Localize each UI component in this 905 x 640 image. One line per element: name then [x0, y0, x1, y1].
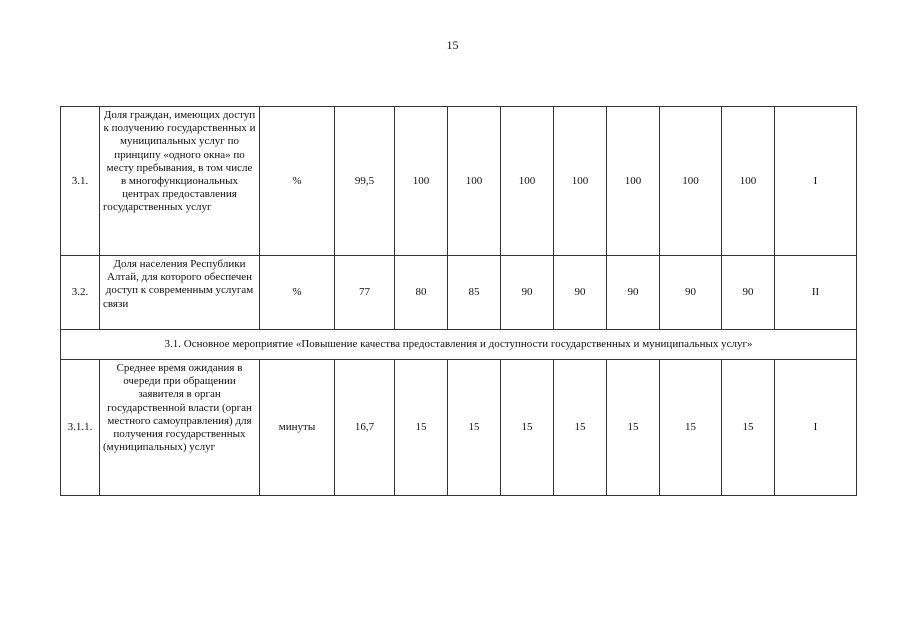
category-cell: II — [775, 256, 857, 330]
value-cell: 15 — [607, 360, 660, 496]
value-cell: 16,7 — [335, 360, 395, 496]
category-cell: I — [775, 107, 857, 256]
unit-cell: % — [260, 256, 335, 330]
value-cell: 15 — [395, 360, 448, 496]
value-cell: 90 — [607, 256, 660, 330]
value-cell: 15 — [554, 360, 607, 496]
value-cell: 15 — [722, 360, 775, 496]
table-row — [61, 360, 857, 496]
category-cell: I — [775, 360, 857, 496]
unit-cell: % — [260, 107, 335, 256]
value-cell: 90 — [722, 256, 775, 330]
indicator-description: Доля населения Республики Алтай, для которого обеспечен доступ к современным услугам связи — [100, 256, 260, 330]
value-cell: 100 — [607, 107, 660, 256]
section-row — [61, 330, 857, 360]
value-cell: 100 — [722, 107, 775, 256]
value-cell: 100 — [660, 107, 722, 256]
value-cell: 15 — [501, 360, 554, 496]
value-cell: 100 — [395, 107, 448, 256]
table-row — [61, 107, 857, 256]
page-number: 15 — [446, 38, 459, 52]
row-number: 3.1. — [61, 107, 100, 256]
value-cell: 100 — [554, 107, 607, 256]
value-cell: 15 — [448, 360, 501, 496]
value-cell: 100 — [448, 107, 501, 256]
row-number: 3.1.1. — [61, 360, 100, 496]
table-row — [61, 256, 857, 330]
value-cell: 15 — [660, 360, 722, 496]
value-cell: 99,5 — [335, 107, 395, 256]
indicators-table — [60, 106, 857, 496]
row-number: 3.2. — [61, 256, 100, 330]
unit-cell: минуты — [260, 360, 335, 496]
indicator-description: Среднее время ожидания в очереди при обращении заявителя в орган государственной власти (орган местного самоуправления) для получения государственных (муниципальных) услуг — [100, 360, 260, 496]
value-cell: 90 — [554, 256, 607, 330]
value-cell: 77 — [335, 256, 395, 330]
value-cell: 90 — [501, 256, 554, 330]
value-cell: 85 — [448, 256, 501, 330]
value-cell: 100 — [501, 107, 554, 256]
value-cell: 90 — [660, 256, 722, 330]
indicator-description: Доля граждан, имеющих доступ к получению государственных и муниципальных услуг по принципу «одного окна» по месту пребывания, в том числе в многофункциональных центрах предоставления государственных услуг — [100, 107, 260, 256]
section-title: 3.1. Основное мероприятие «Повышение качества предоставления и доступности государственных и муниципальных услуг» — [61, 330, 857, 360]
value-cell: 80 — [395, 256, 448, 330]
